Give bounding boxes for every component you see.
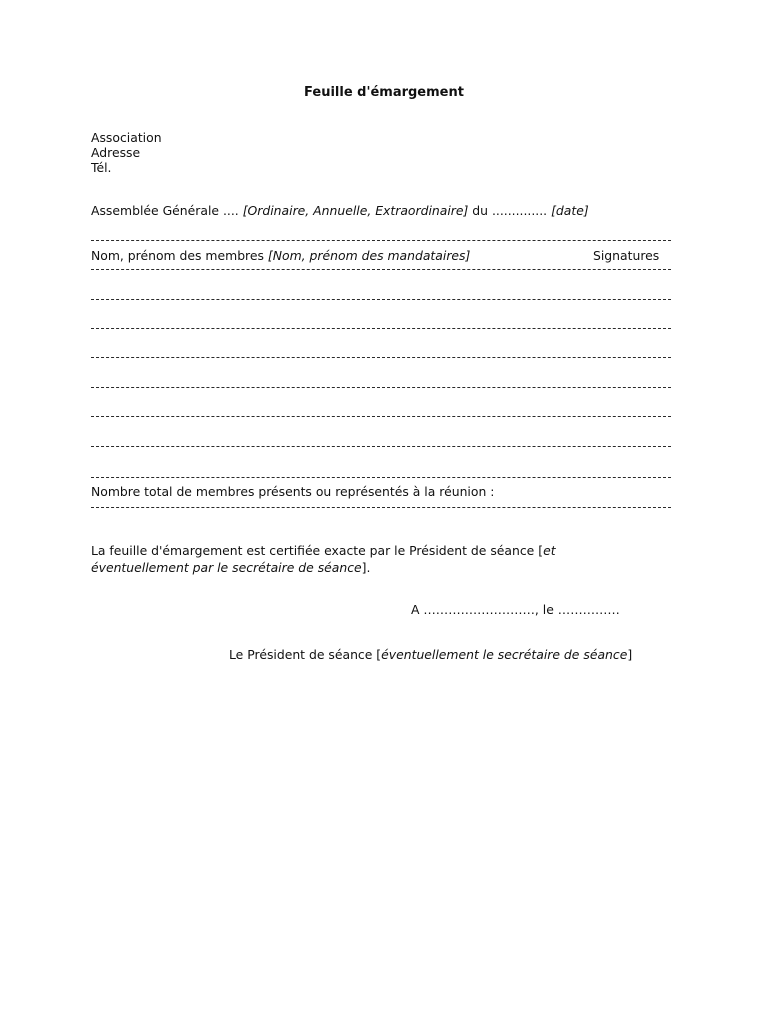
signatures-column-label: Signatures [593,248,660,263]
assemblee-line [91,203,589,219]
signature-end: ] [627,647,633,662]
tel-line: Tél. [91,160,112,175]
table-row-rule [91,357,671,358]
association-line: Association [91,130,162,145]
table-header-members [91,248,470,264]
signature-hint: éventuellement le secrétaire de séance [381,647,628,662]
members-column-label: Nom, prénom des membres [91,248,264,263]
table-header-rule [91,269,671,270]
signature-text: Le Président de séance [ [229,647,382,662]
certification-hint: et éventuellement par le secrétaire de séance [91,543,556,575]
document-title: Feuille d'émargement [304,85,464,100]
members-column-hint: [Nom, prénom des mandataires] [267,248,471,263]
signature-line [229,647,632,663]
adresse-line: Adresse [91,145,141,160]
assemblee-date-hint: [date] [551,203,589,218]
assemblee-type-hint: [Ordinaire, Annuelle, Extraordinaire] [242,203,469,218]
certification-text: La feuille d'émargement est certifiée exacte par le Président de séance [ [91,543,544,558]
certification-end: ]. [361,560,371,575]
assemblee-du: du .............. [472,203,548,218]
table-top-rule [91,240,671,241]
total-members-label: Nombre total de membres présents ou représentés à la réunion : [91,484,495,499]
certification-paragraph [91,542,591,576]
table-row-rule [91,416,671,417]
assemblee-label: Assemblée Générale .... [91,203,239,218]
total-bottom-rule [91,507,671,508]
table-row-rule [91,299,671,300]
place-date-line: A ………………………, le …………… [411,602,620,617]
table-row-rule [91,477,671,478]
table-row-rule [91,446,671,447]
table-row-rule [91,328,671,329]
table-row-rule [91,387,671,388]
